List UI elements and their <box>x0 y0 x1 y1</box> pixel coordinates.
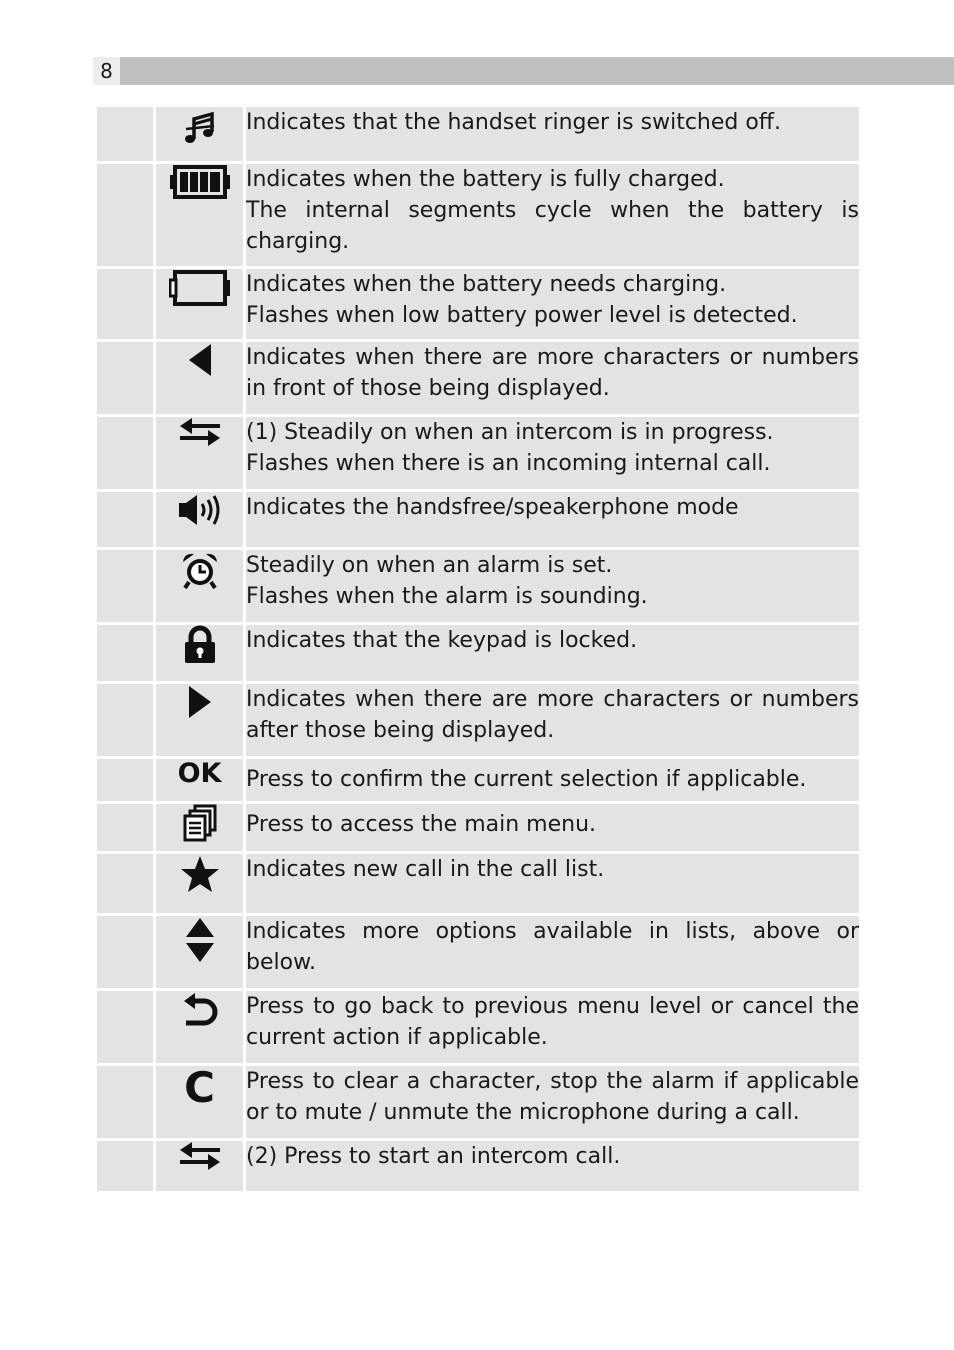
blank-cell <box>97 164 153 266</box>
icon-cell <box>156 804 243 851</box>
icon-cell <box>156 916 243 988</box>
icon-cell <box>156 164 243 266</box>
blank-cell <box>97 804 153 851</box>
alarm-clock-icon <box>180 550 220 590</box>
description-cell <box>246 916 859 988</box>
star-icon <box>180 854 220 894</box>
description-text: (1) Steadily on when an intercom is in progress. <box>246 420 774 445</box>
menu-icon <box>181 804 219 842</box>
icon-cell <box>156 1141 243 1191</box>
icon-legend-table <box>94 104 862 1194</box>
blank-cell <box>97 1066 153 1138</box>
ok-key-icon: OK <box>177 758 222 789</box>
icon-cell <box>156 854 243 913</box>
table-row <box>97 804 859 851</box>
blank-cell <box>97 492 153 547</box>
description-text: Indicates when the battery needs charging. <box>246 272 727 297</box>
description-cell <box>246 991 859 1063</box>
icon-cell <box>156 342 243 414</box>
icon-cell <box>156 550 243 622</box>
icon-cell <box>156 625 243 681</box>
icon-cell <box>156 684 243 756</box>
intercom-icon <box>178 1141 222 1171</box>
description-text: Flashes when there is an incoming internal call. <box>246 451 771 476</box>
table-row <box>97 417 859 489</box>
blank-cell <box>97 991 153 1063</box>
description-text: Flashes when low battery power level is detected. <box>246 303 798 328</box>
description-text: Steadily on when an alarm is set. <box>246 553 613 578</box>
table-row <box>97 107 859 161</box>
blank-cell <box>97 916 153 988</box>
table-row <box>97 759 859 801</box>
description-cell <box>246 804 859 851</box>
padlock-icon <box>182 625 218 665</box>
description-cell <box>246 269 859 339</box>
table-row <box>97 625 859 681</box>
description-text: Press to go back to previous menu level or cancel the current action if applicable. <box>246 994 859 1050</box>
description-cell <box>246 625 859 681</box>
description-text: Indicates the handsfree/speakerphone mode <box>246 495 739 520</box>
blank-cell <box>97 269 153 339</box>
blank-cell <box>97 107 153 161</box>
icon-cell <box>156 1063 243 1138</box>
description-text: Indicates that the keypad is locked. <box>246 628 638 653</box>
battery-empty-icon <box>169 269 231 307</box>
table-row <box>97 854 859 913</box>
blank-cell <box>97 550 153 622</box>
table-row <box>97 164 859 266</box>
description-text: Press to confirm the current selection if applicable. <box>246 767 807 792</box>
table-row <box>97 684 859 756</box>
icon-cell <box>156 991 243 1063</box>
back-icon <box>180 991 220 1031</box>
description-text: (2) Press to start an intercom call. <box>246 1144 621 1169</box>
description-cell <box>246 854 859 913</box>
up-down-arrows-icon <box>184 916 216 964</box>
speakerphone-icon <box>177 492 223 528</box>
description-text: Indicates when there are more characters or numbers after those being displayed. <box>246 687 859 743</box>
blank-cell <box>97 417 153 489</box>
table-row <box>97 342 859 414</box>
description-cell <box>246 1141 859 1191</box>
icon-cell <box>156 269 243 339</box>
description-cell <box>246 342 859 414</box>
ringer-off-icon <box>180 107 220 147</box>
description-cell <box>246 164 859 266</box>
table-row <box>97 1141 859 1191</box>
description-text: Indicates more options available in lists, above or below. <box>246 919 859 975</box>
blank-cell <box>97 684 153 756</box>
blank-cell <box>97 854 153 913</box>
blank-cell <box>97 625 153 681</box>
blank-cell <box>97 342 153 414</box>
arrow-left-icon <box>185 342 215 378</box>
intercom-icon <box>178 417 222 447</box>
description-text: Indicates when there are more characters or numbers in front of those being displayed. <box>246 345 859 401</box>
description-cell <box>246 550 859 622</box>
page-header-bar <box>93 57 954 85</box>
description-cell <box>246 684 859 756</box>
battery-full-icon <box>170 164 230 200</box>
description-cell <box>246 492 859 547</box>
icon-cell <box>156 107 243 161</box>
table-row <box>97 1066 859 1138</box>
description-text: The internal segments cycle when the battery is charging. <box>246 198 859 254</box>
clear-key-icon: C <box>184 1063 215 1112</box>
description-cell <box>246 759 859 801</box>
description-text: Press to access the main menu. <box>246 812 597 837</box>
description-text: Indicates when the battery is fully charged. <box>246 167 725 192</box>
table-row <box>97 269 859 339</box>
description-text: Press to clear a character, stop the alarm if applicable or to mute / unmute the microphone during a call. <box>246 1069 859 1125</box>
table-row <box>97 492 859 547</box>
description-cell <box>246 417 859 489</box>
page-number: 8 <box>93 57 120 85</box>
description-cell <box>246 107 859 161</box>
table-row <box>97 550 859 622</box>
blank-cell <box>97 1141 153 1191</box>
blank-cell <box>97 759 153 801</box>
arrow-right-icon <box>185 684 215 720</box>
description-cell <box>246 1066 859 1138</box>
icon-cell <box>156 759 243 801</box>
icon-cell <box>156 417 243 489</box>
icon-cell <box>156 492 243 547</box>
table-row <box>97 991 859 1063</box>
description-text: Flashes when the alarm is sounding. <box>246 584 648 609</box>
description-text: Indicates new call in the call list. <box>246 857 605 882</box>
description-text: Indicates that the handset ringer is switched off. <box>246 110 781 135</box>
table-row <box>97 916 859 988</box>
